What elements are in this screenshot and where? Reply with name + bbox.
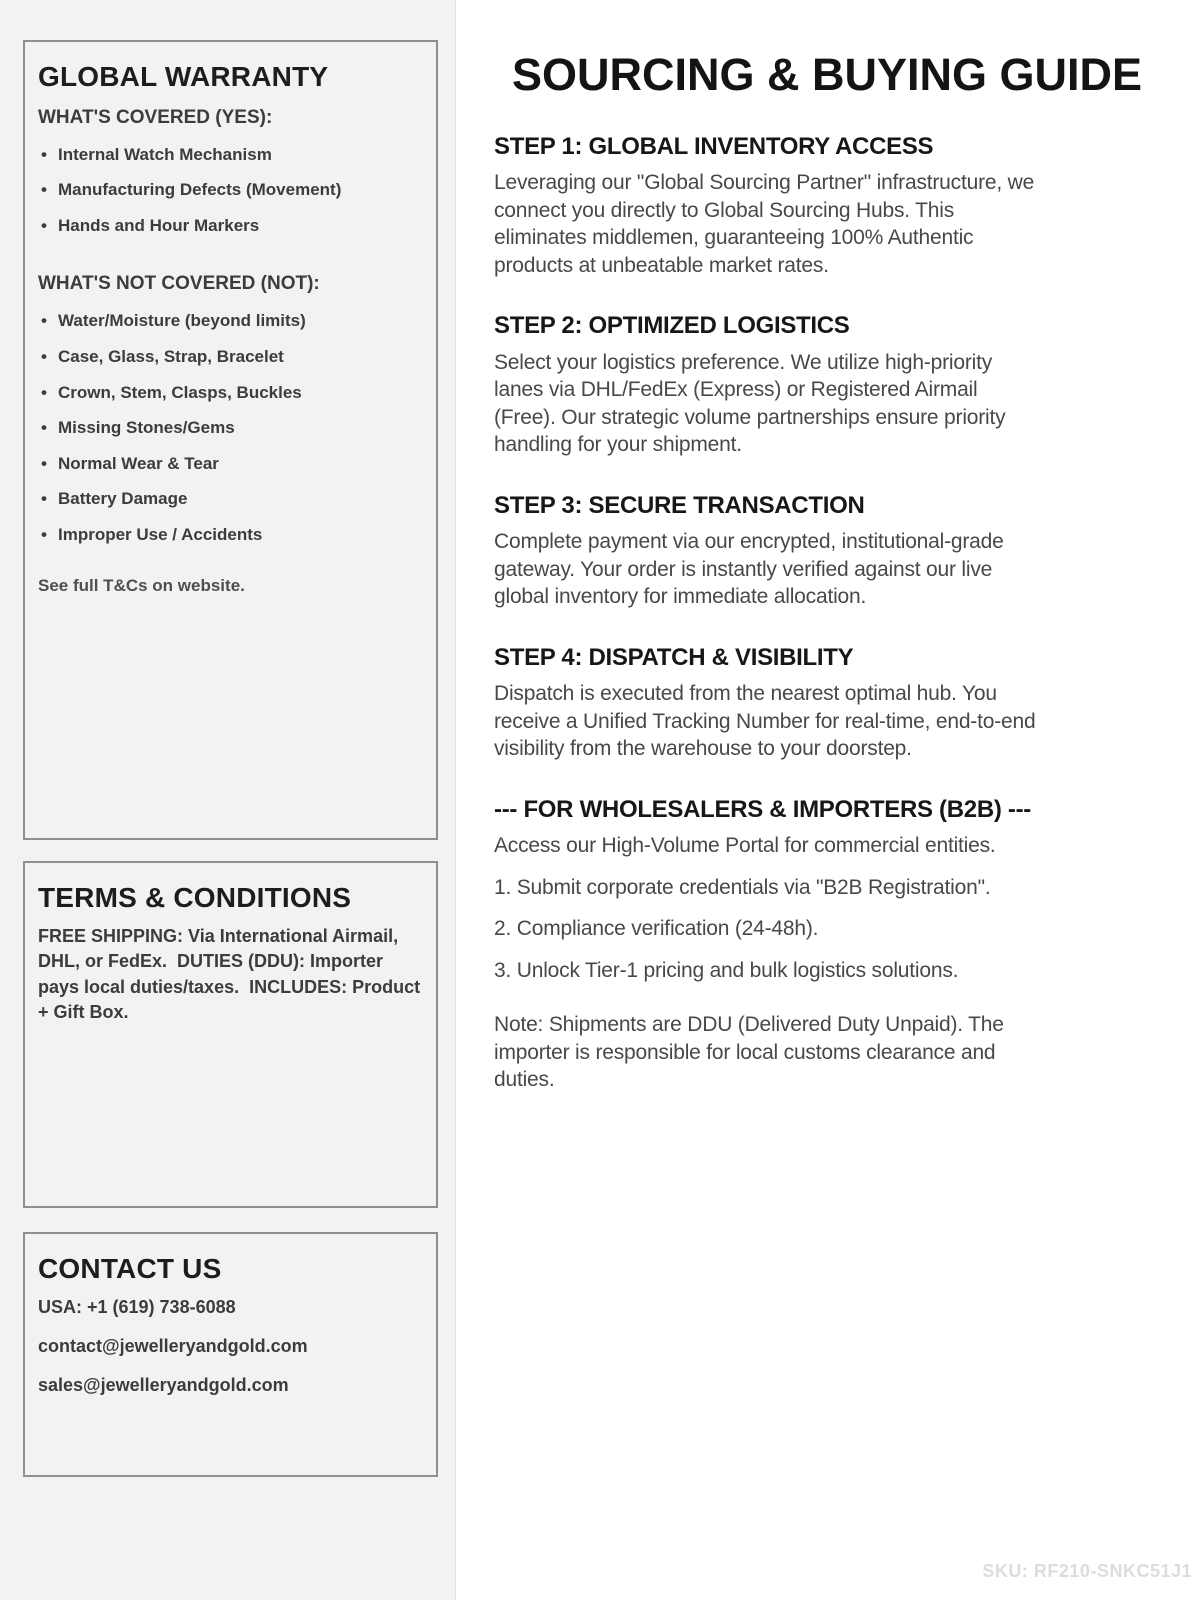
b2b-note: Note: Shipments are DDU (Delivered Duty Unpaid). The importer is responsible for local customs clearance and duties. — [494, 1013, 1004, 1092]
not-covered-item: • Case, Glass, Strap, Bracelet — [38, 347, 423, 367]
terms-body: FREE SHIPPING: Via International Airmail, DHL, or FedEx. DUTIES (DDU): Importer pays local duties/taxes. INCLUDES: Product + Gift Box. — [38, 925, 426, 1023]
step-4-section — [494, 644, 1160, 763]
covered-item: • Internal Watch Mechanism — [38, 145, 423, 165]
not-covered-item: • Normal Wear & Tear — [38, 454, 423, 474]
step-1-heading: STEP 1: GLOBAL INVENTORY ACCESS — [494, 132, 934, 160]
page-title: SOURCING & BUYING GUIDE — [511, 49, 1143, 100]
not-covered-list — [38, 311, 423, 544]
step-3-heading: STEP 3: SECURE TRANSACTION — [494, 491, 865, 519]
not-covered-heading: WHAT'S NOT COVERED (NOT): — [38, 273, 320, 295]
warranty-title: GLOBAL WARRANTY — [38, 61, 329, 92]
b2b-step-3: 3. Unlock Tier-1 pricing and bulk logistics solutions. — [494, 958, 959, 982]
step-1-section — [494, 133, 1160, 280]
not-covered-item: • Improper Use / Accidents — [38, 525, 423, 545]
step-3-section — [494, 492, 1160, 611]
sidebar — [0, 0, 456, 1600]
step-4-body: Dispatch is executed from the nearest optimal hub. You receive a Unified Tracking Number for real-time, end-to-end visibility from the warehouse to your doorstep. — [494, 682, 1036, 761]
covered-list — [38, 145, 423, 236]
contact-email-primary: contact@jewelleryandgold.com — [38, 1335, 308, 1356]
covered-heading: WHAT'S COVERED (YES): — [38, 106, 273, 128]
b2b-step-2: 2. Compliance verification (24-48h). — [494, 917, 819, 941]
terms-box — [23, 861, 438, 1208]
not-covered-item: • Missing Stones/Gems — [38, 418, 423, 438]
not-covered-item: • Battery Damage — [38, 489, 423, 509]
not-covered-item: • Water/Moisture (beyond limits) — [38, 311, 423, 331]
not-covered-item: • Crown, Stem, Clasps, Buckles — [38, 383, 423, 403]
covered-item: • Hands and Hour Markers — [38, 216, 423, 236]
warranty-footnote: See full T&Cs on website. — [38, 576, 245, 596]
terms-title: TERMS & CONDITIONS — [38, 882, 352, 913]
b2b-section — [494, 796, 1160, 1094]
step-3-body: Complete payment via our encrypted, institutional-grade gateway. Your order is instantly verified against our live global inventory for immediate allocation. — [494, 530, 1004, 609]
warranty-box — [23, 40, 438, 840]
step-1-body: Leveraging our "Global Sourcing Partner" infrastructure, we connect you directly to Global Sourcing Hubs. This eliminates middlemen, guaranteeing 100% Authentic products at unbeatable market rates. — [494, 171, 1035, 277]
step-2-body: Select your logistics preference. We utilize high-priority lanes via DHL/FedEx (Express) or Registered Airmail (Free). Our strategic volume partnerships ensure priority handling for your shipment. — [494, 350, 1006, 457]
sku-label: SKU: RF210-SNKC51J1 — [982, 1561, 1192, 1581]
contact-phone: USA: +1 (619) 738-6088 — [38, 1296, 236, 1317]
step-4-heading: STEP 4: DISPATCH & VISIBILITY — [494, 643, 854, 671]
b2b-heading: --- FOR WHOLESALERS & IMPORTERS (B2B) --- — [494, 795, 1031, 823]
b2b-intro: Access our High-Volume Portal for commercial entities. — [494, 834, 996, 858]
covered-item: • Manufacturing Defects (Movement) — [38, 180, 423, 200]
contact-email-sales: sales@jewelleryandgold.com — [38, 1374, 289, 1395]
step-2-section — [494, 312, 1160, 459]
b2b-step-1: 1. Submit corporate credentials via "B2B Registration". — [494, 875, 991, 899]
step-2-heading: STEP 2: OPTIMIZED LOGISTICS — [494, 312, 850, 340]
main-content — [456, 0, 1200, 1600]
contact-box — [23, 1232, 438, 1477]
contact-title: CONTACT US — [38, 1253, 222, 1284]
